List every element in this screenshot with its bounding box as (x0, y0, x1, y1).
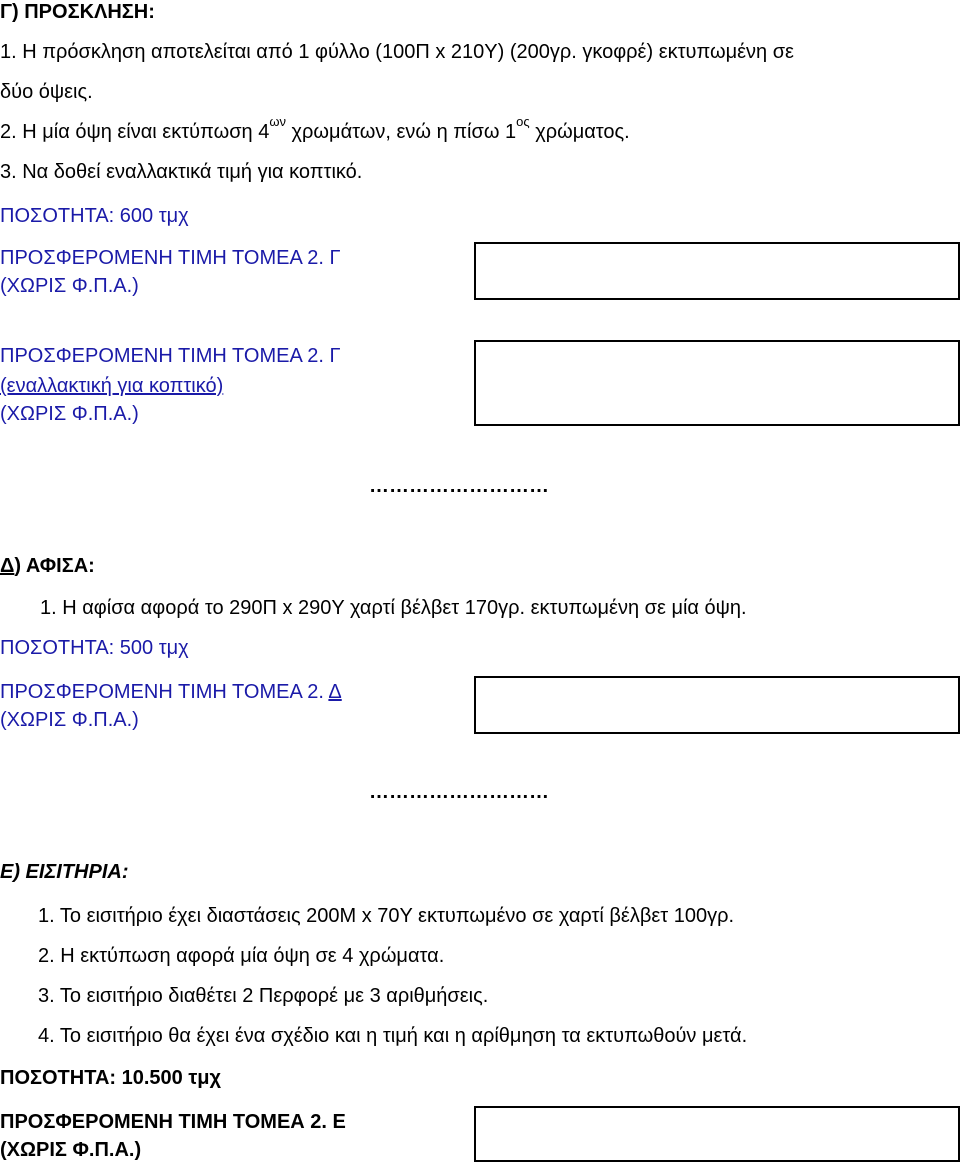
price-input-box-g[interactable] (474, 242, 960, 300)
section-d-price-vat-note: (ΧΩΡΙΣ Φ.Π.Α.) (0, 709, 139, 731)
dots-separator-1: ……………………… (369, 475, 549, 497)
price-input-box-e[interactable] (474, 1106, 960, 1162)
section-d-heading (0, 554, 95, 578)
section-g-quantity: ΠΟΣΟΤΗΤΑ: 600 τμχ (0, 205, 189, 227)
section-g-item-1-cont: δύο όψεις. (0, 81, 93, 103)
section-e-quantity: ΠΟΣΟΤΗΤΑ: 10.500 τμχ (0, 1067, 222, 1089)
section-e-item-1: 1. Το εισιτήριο έχει διαστάσεις 200Μ x 70Υ εκτυπωμένο σε χαρτί βέλβετ 100γρ. (38, 905, 734, 927)
item-2-text-c: χρώματος. (529, 121, 630, 143)
price-input-box-g-alt[interactable] (474, 340, 960, 426)
section-e-price-label: ΠΡΟΣΦΕΡΟΜΕΝΗ ΤΙΜΗ ΤΟΜΕΑ 2. Ε (0, 1111, 346, 1133)
section-d-heading-text: ) ΑΦΙΣΑ: (14, 555, 95, 577)
item-2-text-a: 2. Η μία όψη είναι εκτύπωση 4 (0, 121, 270, 143)
section-e-price-vat-note: (ΧΩΡΙΣ Φ.Π.Α.) (0, 1139, 142, 1161)
section-e-item-2: 2. Η εκτύπωση αφορά μία όψη σε 4 χρώματα. (38, 945, 445, 967)
section-d-price-label (0, 680, 342, 704)
dots-separator-2: ……………………… (369, 781, 549, 803)
alt-note-text: (εναλλακτική για κοπτικό) (0, 375, 224, 397)
section-g-price-vat-note: (ΧΩΡΙΣ Φ.Π.Α.) (0, 275, 139, 297)
section-g-item-2 (0, 114, 630, 144)
section-e-heading: Ε) ΕΙΣΙΤΗΡΙΑ: (0, 861, 129, 883)
delta-letter: Δ (0, 555, 15, 577)
section-g-price-label: ΠΡΟΣΦΕΡΟΜΕΝΗ ΤΙΜΗ ΤΟΜΕΑ 2. Γ (0, 247, 341, 269)
section-g-alt-price-vat-note: (ΧΩΡΙΣ Φ.Π.Α.) (0, 403, 139, 425)
section-d-item-1: 1. Η αφίσα αφορά το 290Π x 290Υ χαρτί βέλβετ 170γρ. εκτυπωμένη σε μία όψη. (40, 597, 747, 619)
section-g-alt-price-note (0, 374, 223, 398)
superscript-on: ων (269, 114, 286, 130)
section-e-item-4: 4. Το εισιτήριο θα έχει ένα σχέδιο και η τιμή και η αρίθμηση τα εκτυπωθούν μετά. (38, 1025, 748, 1047)
price-input-box-d[interactable] (474, 676, 960, 734)
section-g-alt-price-label: ΠΡΟΣΦΕΡΟΜΕΝΗ ΤΙΜΗ ΤΟΜΕΑ 2. Γ (0, 345, 341, 367)
section-d-price-letter: Δ (328, 681, 342, 703)
section-d-quantity: ΠΟΣΟΤΗΤΑ: 500 τμχ (0, 637, 189, 659)
section-g-item-1: 1. Η πρόσκληση αποτελείται από 1 φύλλο (100Π x 210Υ) (200γρ. γκοφρέ) εκτυπωμένη σε (0, 41, 794, 63)
superscript-os: ος (516, 114, 530, 130)
item-2-text-b: χρωμάτων, ενώ η πίσω 1 (286, 121, 517, 143)
section-e-item-3: 3. Το εισιτήριο διαθέτει 2 Περφορέ με 3 αριθμήσεις. (38, 985, 489, 1007)
section-g-heading: Γ) ΠΡΟΣΚΛΗΣΗ: (0, 1, 155, 23)
section-g-item-3: 3. Να δοθεί εναλλακτικά τιμή για κοπτικό. (0, 161, 363, 183)
section-d-price-text: ΠΡΟΣΦΕΡΟΜΕΝΗ ΤΙΜΗ ΤΟΜΕΑ 2. (0, 681, 329, 703)
